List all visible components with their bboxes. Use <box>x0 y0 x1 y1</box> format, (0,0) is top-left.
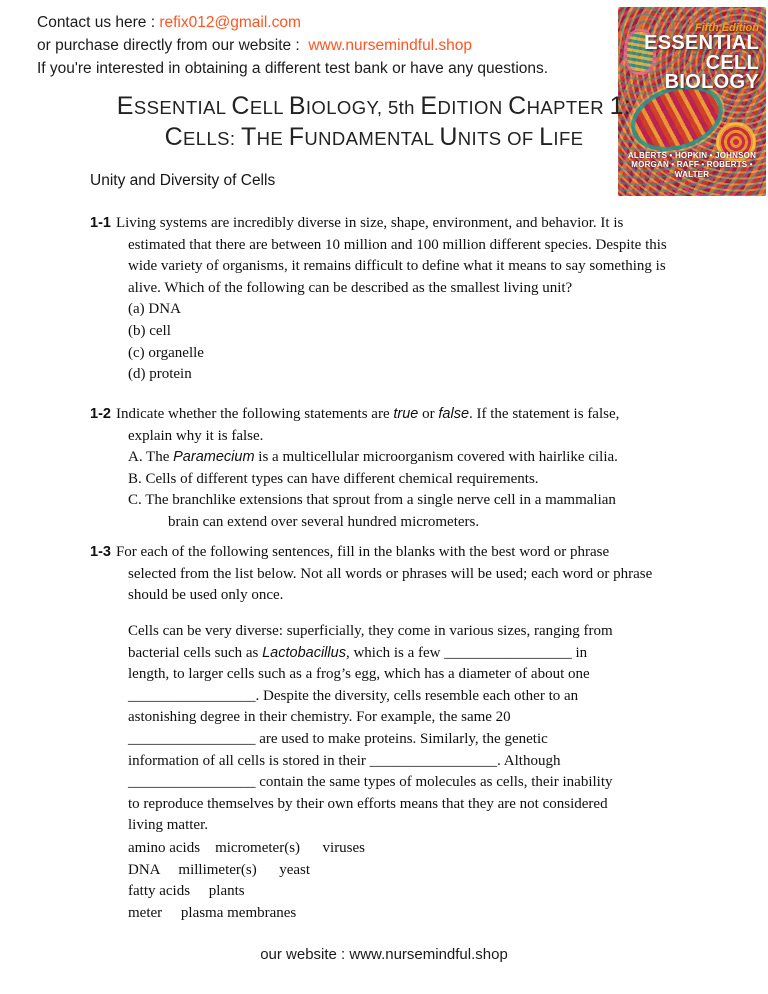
question-1-1 <box>90 213 667 386</box>
text-segment: Paramecium <box>173 449 255 466</box>
question-line: selected from the list below. Not all words or phrases will be used; each word or phrase <box>128 565 653 582</box>
word-bank-row: fatty acids plants <box>128 883 245 900</box>
text-segment: E <box>420 92 438 120</box>
word-bank-row: DNA millimeter(s) yeast <box>128 861 311 878</box>
page-title-line-2 <box>0 123 748 154</box>
paragraph-line: _________________. Despite the diversity, cells resemble each other to an <box>128 687 579 704</box>
question-line: alive. Which of the following can be described as the smallest living unit? <box>128 279 573 296</box>
question-number: 1-1 <box>90 215 111 231</box>
question-text <box>116 406 619 422</box>
page-title <box>0 92 748 154</box>
question-line: estimated that there are between 10 million and 100 million different species. Despite this <box>128 236 667 253</box>
fill-in-paragraph <box>128 621 613 837</box>
statement-c-continued: brain can extend over several hundred micrometers. <box>168 513 480 530</box>
answer-option-d: (d) protein <box>128 366 192 383</box>
text-segment: If you're interested in obtaining a different test bank or have any questions. <box>37 60 549 77</box>
statement-c: C. The branchlike extensions that sprout from a single nerve cell in a mammalian <box>128 492 616 509</box>
text-segment: , which is a few _________________ in <box>345 644 588 661</box>
text-segment: F <box>288 123 305 151</box>
text-segment: L <box>539 123 554 151</box>
page-title-line-1 <box>0 92 748 123</box>
text-segment: T <box>240 123 257 151</box>
text-segment: DITION <box>437 97 509 118</box>
text-segment: B <box>288 92 306 120</box>
email-link[interactable]: refix012@gmail.com <box>159 14 301 31</box>
text-segment: OF <box>507 128 540 149</box>
question-text: For each of the following sentences, fill in the blanks with the best word or phrase <box>115 544 610 560</box>
answer-option-a: (a) DNA <box>128 301 181 318</box>
text-segment: NITS <box>457 128 508 149</box>
paragraph-line: information of all cells is stored in their _________________. Although <box>128 752 561 769</box>
text-segment: 1: <box>609 92 632 120</box>
paragraph-line: length, to larger cells such as a frog’s egg, which has a diameter of about one <box>128 666 590 683</box>
contact-line-2 <box>37 34 548 57</box>
text-segment: bacterial cells such as <box>128 644 263 661</box>
cover-title-line: CELL <box>705 51 759 74</box>
paragraph-line: astonishing degree in their chemistry. For example, the same 20 <box>128 709 511 726</box>
contact-line-1 <box>37 11 548 34</box>
text-segment: UNDAMENTAL <box>304 128 440 149</box>
question-number: 1-3 <box>90 544 111 560</box>
text-segment: 5th <box>387 97 421 118</box>
paragraph-line: to reproduce themselves by their own efforts means that they are not considered <box>128 795 608 812</box>
text-segment: HE <box>256 128 289 149</box>
question-line: should be used only once. <box>128 587 284 604</box>
question-text: Living systems are incredibly diverse in size, shape, environment, and behavior. It is <box>115 215 624 231</box>
question-line <box>90 213 667 235</box>
footer-website-text: our website : www.nursemindful.shop <box>260 946 508 963</box>
text-segment: U <box>439 123 458 151</box>
text-segment: Lactobacillus <box>262 644 346 661</box>
text-segment: A. The <box>128 449 174 466</box>
paragraph-line: living matter. <box>128 817 208 834</box>
cover-edition-label: Fifth Edition <box>694 22 759 34</box>
question-number: 1-2 <box>90 406 111 422</box>
text-segment: Indicate whether the following statements are <box>115 406 394 422</box>
question-1-2 <box>90 404 620 534</box>
cover-authors <box>618 151 766 180</box>
text-segment: . If the statement is false, <box>469 406 620 422</box>
section-heading: Unity and Diversity of Cells <box>90 172 276 189</box>
paragraph-line: _________________ contain the same types of molecules as cells, their inability <box>128 774 613 791</box>
text-segment: C <box>508 92 527 120</box>
cover-authors-line: MORGAN • RAFF • ROBERTS • WALTER <box>631 160 753 179</box>
text-segment: is a multicellular microorganism covered with hairlike cilia. <box>254 449 618 466</box>
paragraph-line <box>128 643 613 665</box>
contact-header <box>37 11 548 80</box>
text-segment: or purchase directly from our website : <box>37 37 309 54</box>
cover-title-line: ESSENTIAL <box>644 32 759 54</box>
question-line <box>90 542 652 564</box>
text-segment: IFE <box>553 128 584 149</box>
contact-line-3 <box>37 57 548 80</box>
text-segment: true <box>393 406 419 422</box>
text-segment: HAPTER <box>526 97 610 118</box>
question-1-3 <box>90 542 653 607</box>
text-segment: or <box>418 406 439 422</box>
answer-option-c: (c) organelle <box>128 344 204 361</box>
text-segment: Contact us here : <box>37 14 160 31</box>
text-segment: false <box>438 406 470 422</box>
text-segment: IOLOGY, <box>305 97 388 118</box>
question-line <box>90 404 619 426</box>
website-link[interactable]: www.nursemindful.shop <box>308 37 473 54</box>
statement-b: B. Cells of different types can have different chemical requirements. <box>128 470 539 487</box>
text-segment: E <box>116 92 134 120</box>
text-segment: C <box>164 123 184 151</box>
paragraph-line: Cells can be very diverse: superficially, they come in various sizes, ranging from <box>128 623 613 639</box>
text-segment: SSENTIAL <box>133 97 232 118</box>
word-bank-row: meter plasma membranes <box>128 904 297 921</box>
cover-authors-line: ALBERTS • HOPKIN • JOHNSON <box>627 150 757 160</box>
text-segment: ELL <box>249 97 289 118</box>
question-line: wide variety of organisms, it remains difficult to define what it means to say something is <box>128 258 666 275</box>
text-segment: C <box>231 92 250 120</box>
paragraph-line: _________________ are used to make proteins. Similarly, the genetic <box>128 730 548 747</box>
cover-title-line: BIOLOGY <box>664 71 759 93</box>
answer-option-b: (b) cell <box>128 322 171 339</box>
question-line: explain why it is false. <box>128 427 264 444</box>
word-bank-row: amino acids micrometer(s) viruses <box>128 840 366 856</box>
text-segment: ELLS: <box>183 128 241 149</box>
cover-title <box>644 34 759 93</box>
statement-a <box>128 447 619 469</box>
word-bank-list <box>128 838 365 924</box>
